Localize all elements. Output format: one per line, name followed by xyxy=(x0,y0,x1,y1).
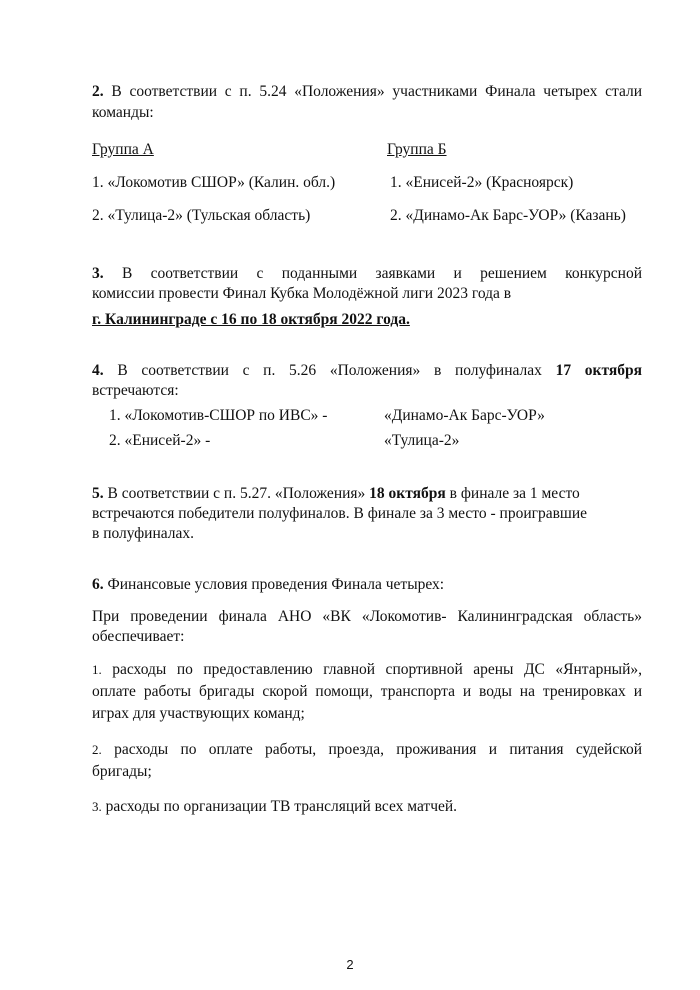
expense-item-number: 1. xyxy=(92,662,102,677)
section-4-line-1: 4. В соответствии с п. 5.26 «Положения» в полуфиналах 17 октября xyxy=(92,362,643,379)
semifinal-match-right: «Тулица-2» xyxy=(384,432,460,449)
page-number: 2 xyxy=(346,957,354,972)
group-a-title: Группа А xyxy=(92,141,154,158)
expense-item-number: 2. xyxy=(92,742,102,757)
expense-item: 2. расходы по оплате работы, проезда, проживания и питания судейской бригады; xyxy=(92,741,642,780)
section-6-intro: При проведении финала АНО «ВК «Локомотив- Калининградская область» обеспечивает: xyxy=(92,608,642,645)
section-5-line-1: 5. В соответствии с п. 5.27. «Положения» 18 октября в финале за 1 место xyxy=(92,485,580,502)
section-2 xyxy=(92,81,642,123)
section-3 xyxy=(92,264,642,304)
section-3-venue-dates: г. Калининграде с 16 по 18 октября 2022 года. xyxy=(92,311,410,328)
section-4-line-2: встречаются: xyxy=(92,382,179,399)
section-4 xyxy=(92,361,642,401)
group-b-title: Группа Б xyxy=(387,141,447,158)
group-a-item: 2. «Тулица-2» (Тульская область) xyxy=(92,207,311,224)
section-3-number: 3. xyxy=(92,265,104,282)
expense-item: 1. расходы по предоставлению главной спортивной арены ДС «Янтарный», оплате работы бригады скорой помощи, транспорта и воды на тренировках и играх для участвующих команд; xyxy=(92,661,642,722)
section-6-number: 6. xyxy=(92,576,104,593)
section-6-title: 6. Финансовые условия проведения Финала четырех: xyxy=(92,576,445,593)
section-5-number: 5. xyxy=(92,485,104,502)
section-5-line-3: в полуфиналах. xyxy=(92,525,195,542)
semifinal-match-left: 2. «Енисей-2» - xyxy=(109,432,211,449)
section-2-line-1: 2. В соответствии с п. 5.24 «Положения» участниками Финала четырех стали xyxy=(92,83,642,100)
semifinal-match-right: «Динамо-Ак Барс-УОР» xyxy=(384,407,545,424)
group-a-item: 1. «Локомотив СШОР» (Калин. обл.) xyxy=(92,174,336,191)
group-b-item: 1. «Енисей-2» (Красноярск) xyxy=(390,174,574,191)
semifinal-date: 17 октября xyxy=(555,362,643,379)
semifinal-match-left: 1. «Локомотив-СШОР по ИВС» - xyxy=(109,407,328,424)
final-date: 18 октября xyxy=(369,485,446,502)
expense-item: 3. расходы по организации ТВ трансляций всех матчей. xyxy=(92,798,458,815)
section-3-line-2: комиссии провести Финал Кубка Молодёжной лиги 2023 года в xyxy=(92,285,512,302)
section-2-line-2: команды: xyxy=(92,104,154,121)
section-5-line-2: встречаются победители полуфиналов. В финале за 3 место - проигравшие xyxy=(92,505,588,522)
expense-item-number: 3. xyxy=(92,799,102,814)
section-3-line-1: 3. В соответствии с поданными заявками и решением конкурсной xyxy=(92,265,643,282)
group-b-item: 2. «Динамо-Ак Барс-УОР» (Казань) xyxy=(390,207,626,224)
section-2-number: 2. xyxy=(92,83,104,100)
section-4-number: 4. xyxy=(92,362,104,379)
